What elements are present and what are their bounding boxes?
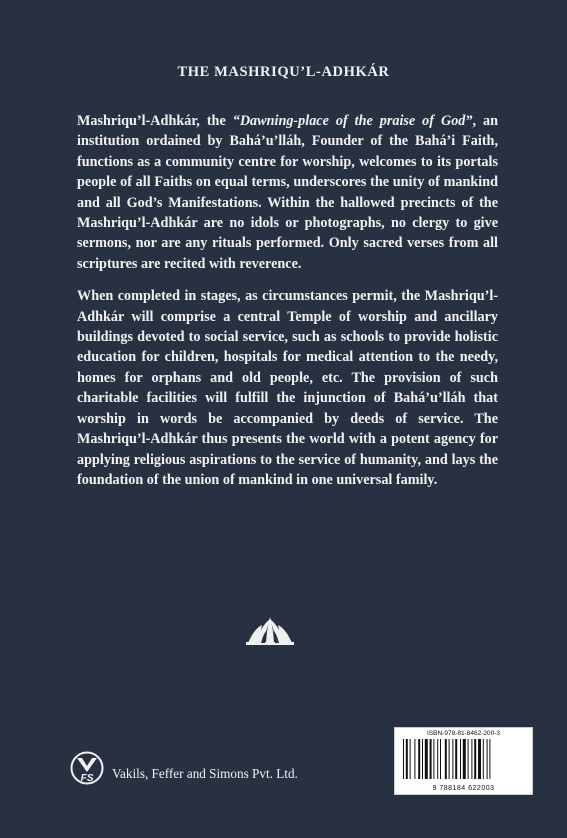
paragraph-1-rest: , an institution ordained by Bahá’u’lláh, Founder of the Bahá’i Faith, functions as a community centre for worship, welcomes to its portals people of all Faiths on equal terms, underscores the unity of mankind and all God’s Manifestations. Within the hallowed precincts of the Mashriqu’l-Adhkár are no idols or photographs, no clergy to give sermons, nor are any rituals performed. Only sacred verses from all scriptures are recited with reverence. <box>77 113 498 272</box>
vfs-logo-icon <box>70 751 104 785</box>
paragraph-1-emphasis: “Dawning-place of the praise of God” <box>232 113 473 129</box>
barcode-bars <box>403 739 524 779</box>
publisher-name: Vakils, Feffer and Simons Pvt. Ltd. <box>112 766 298 781</box>
page-title: THE MASHRIQU’L-ADHKÁR <box>177 64 390 80</box>
barcode-digits: 9 788184 622003 <box>432 785 495 792</box>
paragraph-2: When completed in stages, as circumstances permit, the Mashriqu’l-Adhkár will comprise a central Temple of worship and ancillary buildings devoted to social service, such as schools to provide holistic education for children, hospitals for medical attention to the needy, homes for orphans and old people, etc. The provision of such charitable facilities will fulfill the injunction of Bahá’u’lláh that worship in words be accompanied by deeds of service. The Mashriqu’l-Adhkár thus presents the world with a potent agency for applying religious aspirations to the service of humanity, and lays the foundation of the union of mankind in one universal family. <box>77 288 498 488</box>
isbn-label: ISBN-978-81-8462-200-3 <box>427 730 500 737</box>
body-text <box>77 111 498 502</box>
lotus-temple-icon <box>244 615 296 645</box>
svg-text:FS: FS <box>80 773 94 784</box>
paragraph-1-start: Mashriqu’l-Adhkár, the <box>77 113 233 129</box>
paragraph-1 <box>77 111 498 274</box>
barcode <box>394 727 533 795</box>
